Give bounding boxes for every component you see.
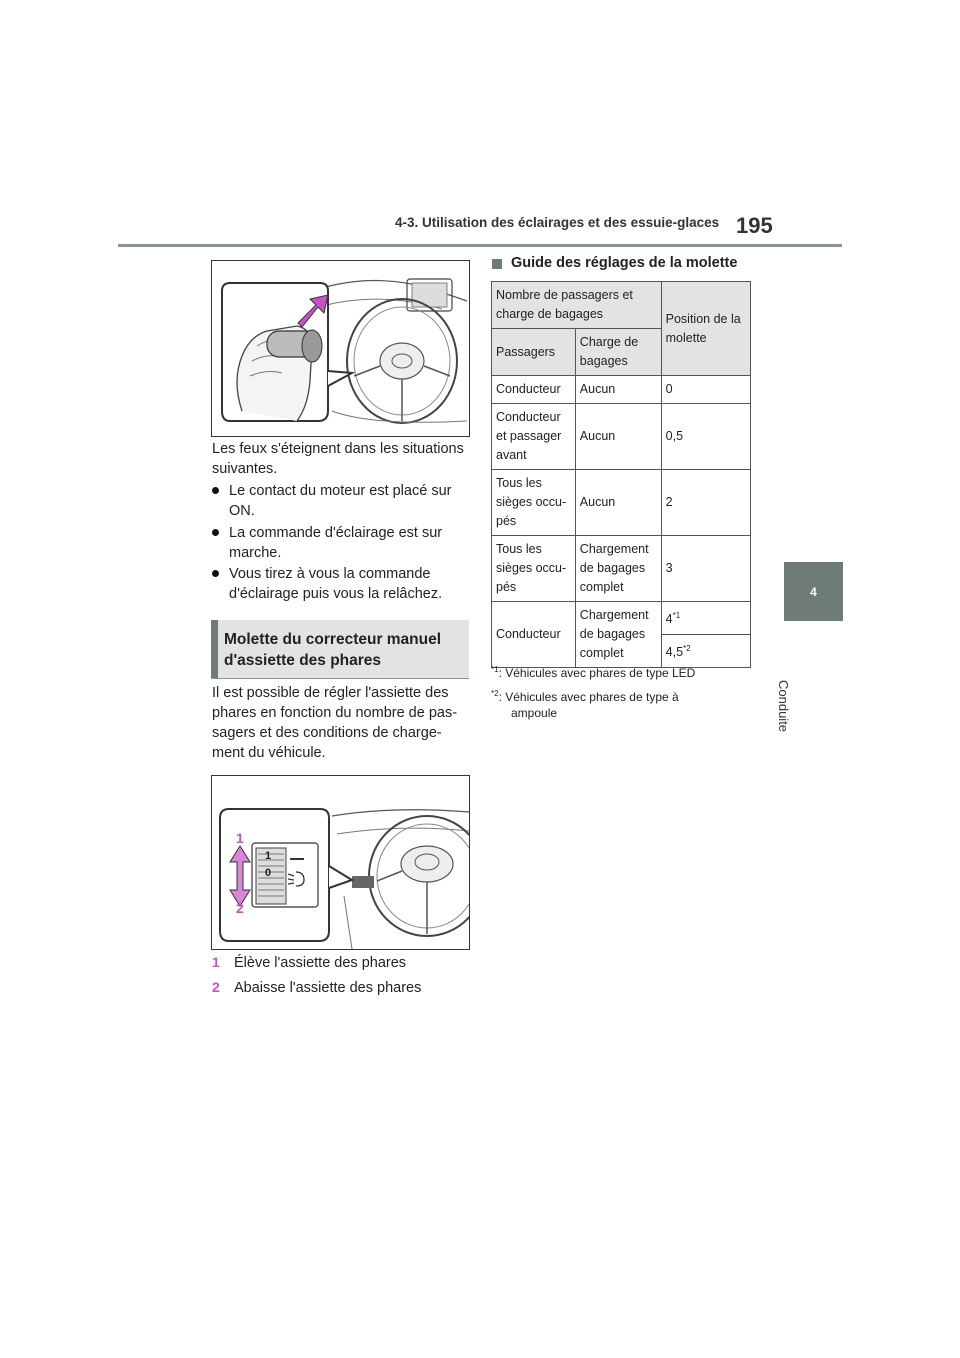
intro-line-2: suivantes. <box>212 461 278 477</box>
lever-illustration <box>211 260 470 437</box>
cell-passengers: Conducteur et passager avant <box>492 404 576 470</box>
footnote-ref: *2 <box>683 644 691 654</box>
footnote-2-mark: *2 <box>491 689 499 698</box>
dial-mark-top: 1 <box>265 850 272 862</box>
cell-luggage: Aucun <box>575 376 661 404</box>
footnote-1-mark: *1 <box>491 665 499 674</box>
guide-title-square-icon <box>492 259 502 269</box>
section-heading-line-2: d'assiette des phares <box>224 652 382 669</box>
chapter-label: Conduite <box>776 680 791 733</box>
bullet-dot <box>212 570 219 577</box>
dial-drawing <box>212 776 469 949</box>
cell-position: 3 <box>661 536 750 602</box>
table-row <box>492 376 751 404</box>
footnote-2-text: : Véhicules avec phares de type à <box>498 690 679 704</box>
bullet-3-line-2: d'éclairage puis vous la relâchez. <box>229 586 443 602</box>
footnote-ref: *1 <box>672 611 681 621</box>
footnote-1 <box>491 660 695 683</box>
table-row <box>492 602 751 635</box>
cell-luggage: Aucun <box>575 470 661 536</box>
step-2-text: Abaisse l'assiette des phares <box>234 980 422 996</box>
dial-illustration <box>211 775 470 950</box>
chapter-tab <box>784 562 843 621</box>
dial-label-2: 2 <box>236 900 244 916</box>
section-title: 4-3. Utilisation des éclairages et des essuie-glaces <box>395 215 720 230</box>
guide-table <box>491 281 751 668</box>
cell-position: 0 <box>661 376 750 404</box>
bullet-3-line-1: Vous tirez à vous la commande <box>229 566 431 582</box>
cell-luggage: Aucun <box>575 404 661 470</box>
step-2-number: 2 <box>212 979 220 995</box>
step-1-text: Élève l'assiette des phares <box>234 955 407 971</box>
cell-passengers: Conducteur <box>492 376 576 404</box>
page-number: 195 <box>736 213 773 238</box>
chapter-number: 4 <box>810 584 817 599</box>
section-heading <box>224 629 441 671</box>
cell-passengers: Tous les sièges occu-pés <box>492 536 576 602</box>
position-value: 4,5 <box>665 645 684 660</box>
intro-line-1: Les feux s'éteignent dans les situations <box>212 441 464 457</box>
bullet-1-line-2: ON. <box>229 503 255 519</box>
bullet-dot <box>212 487 219 494</box>
bullet-dot <box>212 529 219 536</box>
bullet-1-line-1: Le contact du moteur est placé sur <box>229 483 452 499</box>
cell-passengers: Conducteur <box>492 602 576 668</box>
cell-passengers: Tous les sièges occu-pés <box>492 470 576 536</box>
bullet-2-line-1: La commande d'éclairage est sur <box>229 525 443 541</box>
paragraph-line-2: phares en fonction du nombre de pas- <box>212 705 458 721</box>
cell-position <box>661 602 750 635</box>
table-header-group: Nombre de passagers et charge de bagages <box>492 282 662 329</box>
footnote-2-line-2: ampoule <box>511 706 558 720</box>
bullet-2-line-2: marche. <box>229 545 282 561</box>
paragraph-line-3: sagers et des conditions de charge- <box>212 725 442 741</box>
position-value: 4 <box>665 612 673 627</box>
cell-luggage: Chargement de bagages complet <box>575 536 661 602</box>
cell-position: 0,5 <box>661 404 750 470</box>
dial-label-1: 1 <box>236 830 244 846</box>
guide-title: Guide des réglages de la molette <box>511 255 738 271</box>
dial-mark-bottom: 0 <box>265 867 272 879</box>
lever-drawing <box>212 261 469 436</box>
footnote-1-text: : Véhicules avec phares de type LED <box>498 666 696 680</box>
step-1-number: 1 <box>212 954 220 970</box>
table-row <box>492 470 751 536</box>
paragraph-line-1: Il est possible de régler l'assiette des <box>212 685 449 701</box>
cell-luggage: Chargement de bagages complet <box>575 602 661 668</box>
table-header-position: Position de la molette <box>661 282 750 376</box>
section-underline <box>211 678 469 679</box>
table-header-luggage: Charge de bagages <box>575 329 661 376</box>
table-row <box>492 536 751 602</box>
table-row <box>492 404 751 470</box>
paragraph-line-4: ment du véhicule. <box>212 745 326 761</box>
section-heading-line-1: Molette du correcteur manuel <box>224 631 442 648</box>
cell-position: 2 <box>661 470 750 536</box>
header-rule <box>118 244 842 247</box>
table-header-passengers: Passagers <box>492 329 576 376</box>
